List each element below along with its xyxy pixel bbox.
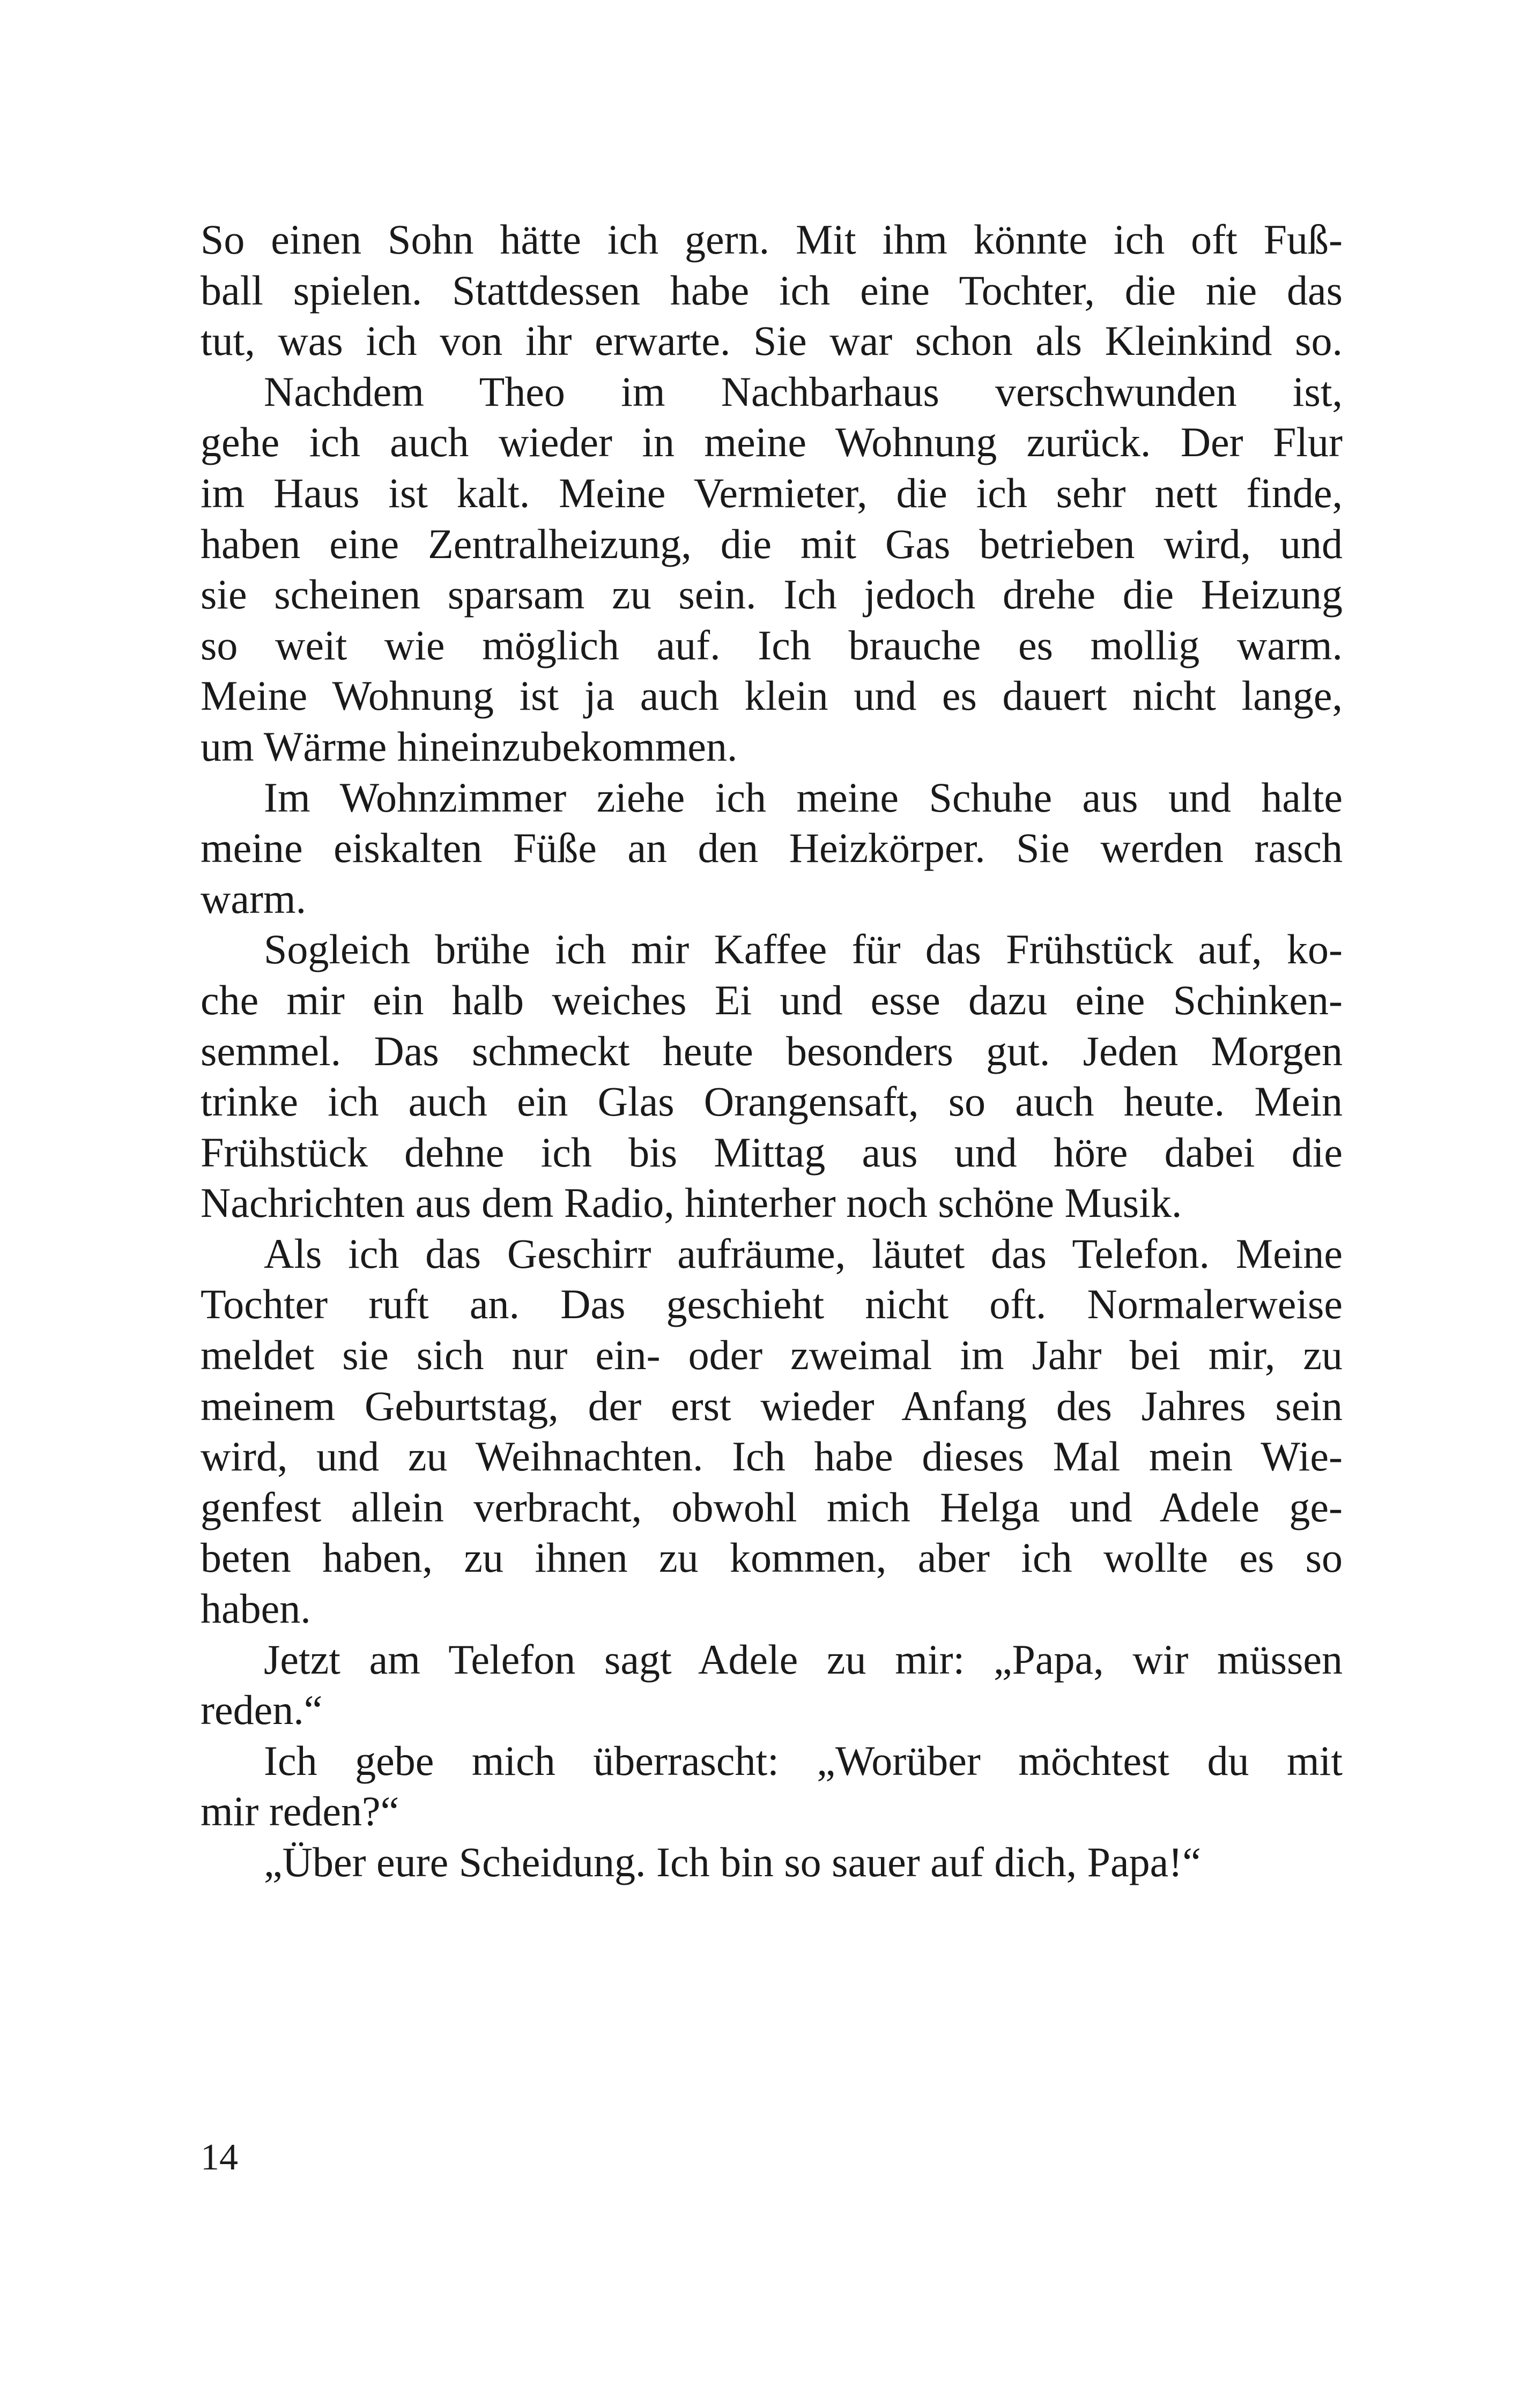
text-line: meine eiskalten Füße an den Heizkörper. Sie werden rasch bbox=[201, 824, 1343, 872]
text-line: che mir ein halb weiches Ei und esse dazu eine Schinken- bbox=[201, 976, 1343, 1023]
text-line: im Haus ist kalt. Meine Vermieter, die ich sehr nett finde, bbox=[201, 469, 1343, 516]
paragraph bbox=[201, 1837, 1343, 1888]
text-line: gehe ich auch wieder in meine Wohnung zurück. Der Flur bbox=[201, 419, 1343, 466]
paragraph bbox=[201, 1736, 1343, 1837]
paragraph bbox=[201, 1634, 1343, 1736]
text-line: semmel. Das schmeckt heute besonders gut. Jeden Morgen bbox=[201, 1027, 1343, 1074]
text-line: sie scheinen sparsam zu sein. Ich jedoch drehe die Heizung bbox=[201, 571, 1343, 618]
text-line: So einen Sohn hätte ich gern. Mit ihm könnte ich oft Fuß- bbox=[201, 216, 1343, 263]
paragraph bbox=[201, 1229, 1343, 1634]
text-line: genfest allein verbracht, obwohl mich Helga und Adele ge- bbox=[201, 1483, 1343, 1530]
paragraph bbox=[201, 367, 1343, 772]
text-line: „Über eure Scheidung. Ich bin so sauer auf dich, Papa!“ bbox=[264, 1839, 1201, 1885]
text-line: Frühstück dehne ich bis Mittag aus und höre dabei die bbox=[201, 1128, 1343, 1176]
text-line: Nachdem Theo im Nachbarhaus verschwunden ist, bbox=[264, 368, 1343, 415]
text-line: haben. bbox=[201, 1585, 311, 1632]
page-number: 14 bbox=[201, 2137, 238, 2178]
paragraph bbox=[201, 924, 1343, 1229]
text-line: warm. bbox=[201, 875, 307, 922]
text-line: Meine Wohnung ist ja auch klein und es dauert nicht lange, bbox=[201, 672, 1343, 719]
text-line: Tochter ruft an. Das geschieht nicht oft. Normalerweise bbox=[201, 1281, 1343, 1328]
text-line: mir reden?“ bbox=[201, 1788, 399, 1835]
text-line: meinem Geburtstag, der erst wieder Anfang des Jahres sein bbox=[201, 1382, 1343, 1429]
text-line: Ich gebe mich überrascht: „Worüber möchtest du mit bbox=[264, 1737, 1343, 1784]
text-line: reden.“ bbox=[201, 1686, 323, 1734]
text-line: trinke ich auch ein Glas Orangensaft, so auch heute. Mein bbox=[201, 1078, 1343, 1125]
paragraph bbox=[201, 214, 1343, 367]
text-line: meldet sie sich nur ein- oder zweimal im Jahr bei mir, zu bbox=[201, 1332, 1343, 1379]
body-text bbox=[201, 214, 1343, 1888]
text-line: beten haben, zu ihnen zu kommen, aber ich wollte es so bbox=[201, 1534, 1343, 1581]
text-line: so weit wie möglich auf. Ich brauche es mollig warm. bbox=[201, 621, 1343, 668]
text-line: ball spielen. Stattdessen habe ich eine Tochter, die nie das bbox=[201, 266, 1343, 314]
paragraph bbox=[201, 772, 1343, 925]
text-line: Jetzt am Telefon sagt Adele zu mir: „Papa, wir müssen bbox=[264, 1636, 1343, 1683]
text-line: Im Wohnzimmer ziehe ich meine Schuhe aus und halte bbox=[264, 774, 1343, 821]
text-line: wird, und zu Weihnachten. Ich habe dieses Mal mein Wie- bbox=[201, 1433, 1343, 1480]
text-line: Sogleich brühe ich mir Kaffee für das Frühstück auf, ko- bbox=[264, 926, 1343, 973]
text-line: Nachrichten aus dem Radio, hinterher noch schöne Musik. bbox=[201, 1179, 1182, 1227]
text-line: um Wärme hineinzubekommen. bbox=[201, 723, 738, 770]
text-line: haben eine Zentralheizung, die mit Gas betrieben wird, und bbox=[201, 520, 1343, 567]
text-line: Als ich das Geschirr aufräume, läutet das Telefon. Meine bbox=[264, 1230, 1343, 1277]
text-line: tut, was ich von ihr erwarte. Sie war schon als Kleinkind so. bbox=[201, 317, 1343, 365]
